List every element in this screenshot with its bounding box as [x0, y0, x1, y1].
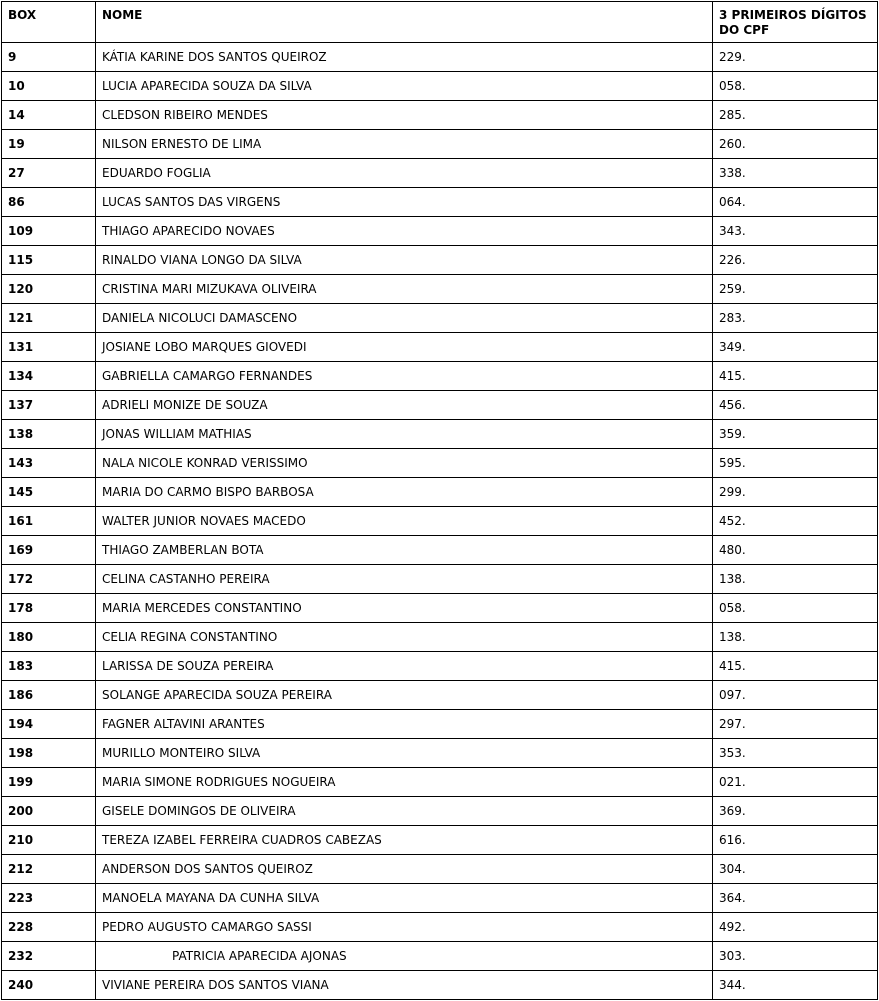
- table-row: [2, 333, 878, 362]
- cpf-digits-cell: 285.: [713, 101, 878, 130]
- table-row: [2, 101, 878, 130]
- name-cell: [96, 217, 713, 246]
- name-text: MARIA SIMONE RODRIGUES NOGUEIRA: [102, 775, 336, 789]
- table-row: [2, 304, 878, 333]
- name-text: JONAS WILLIAM MATHIAS: [102, 427, 252, 441]
- name-cell: [96, 768, 713, 797]
- cpf-digits-cell: 480.: [713, 536, 878, 565]
- box-number-cell: 200: [2, 797, 96, 826]
- cpf-digits-cell: 353.: [713, 739, 878, 768]
- table-row: [2, 884, 878, 913]
- cpf-digits-cell: 616.: [713, 826, 878, 855]
- table-row: [2, 188, 878, 217]
- table-row: [2, 43, 878, 72]
- name-text: VIVIANE PEREIRA DOS SANTOS VIANA: [102, 978, 329, 992]
- cpf-digits-cell: 260.: [713, 130, 878, 159]
- name-text: PATRICIA APARECIDA AJONAS: [172, 949, 347, 963]
- name-text: CLEDSON RIBEIRO MENDES: [102, 108, 268, 122]
- table-row: [2, 913, 878, 942]
- name-text: CRISTINA MARI MIZUKAVA OLIVEIRA: [102, 282, 317, 296]
- cpf-digits-cell: 138.: [713, 623, 878, 652]
- name-cell: [96, 159, 713, 188]
- table-row: [2, 449, 878, 478]
- name-text: GISELE DOMINGOS DE OLIVEIRA: [102, 804, 296, 818]
- name-text: MURILLO MONTEIRO SILVA: [102, 746, 261, 760]
- name-cell: [96, 43, 713, 72]
- cpf-digits-cell: 456.: [713, 391, 878, 420]
- box-number-cell: 134: [2, 362, 96, 391]
- name-cell: [96, 478, 713, 507]
- name-text: DANIELA NICOLUCI DAMASCENO: [102, 311, 298, 325]
- name-text: LUCAS SANTOS DAS VIRGENS: [102, 195, 281, 209]
- table-row: [2, 942, 878, 971]
- cpf-digits-cell: 064.: [713, 188, 878, 217]
- cpf-digits-cell: 344.: [713, 971, 878, 1000]
- box-cpf-table: [1, 1, 878, 1000]
- name-cell: [96, 797, 713, 826]
- cpf-digits-cell: 299.: [713, 478, 878, 507]
- name-cell: [96, 710, 713, 739]
- box-number-cell: 228: [2, 913, 96, 942]
- box-number-cell: 138: [2, 420, 96, 449]
- cpf-digits-cell: 283.: [713, 304, 878, 333]
- table-row: [2, 507, 878, 536]
- table-row: [2, 797, 878, 826]
- cpf-digits-cell: 359.: [713, 420, 878, 449]
- box-number-cell: 9: [2, 43, 96, 72]
- box-number-cell: 14: [2, 101, 96, 130]
- name-cell: [96, 565, 713, 594]
- box-number-cell: 10: [2, 72, 96, 101]
- cpf-digits-cell: 452.: [713, 507, 878, 536]
- name-text: MANOELA MAYANA DA CUNHA SILVA: [102, 891, 320, 905]
- cpf-digits-cell: 226.: [713, 246, 878, 275]
- table-row: [2, 275, 878, 304]
- name-text: THIAGO APARECIDO NOVAES: [102, 224, 275, 238]
- box-number-cell: 120: [2, 275, 96, 304]
- table-row: [2, 478, 878, 507]
- box-number-cell: 223: [2, 884, 96, 913]
- cpf-digits-cell: 343.: [713, 217, 878, 246]
- name-cell: [96, 304, 713, 333]
- cpf-digits-cell: 229.: [713, 43, 878, 72]
- name-cell: [96, 942, 713, 971]
- box-number-cell: 161: [2, 507, 96, 536]
- name-cell: [96, 594, 713, 623]
- cpf-digits-cell: 369.: [713, 797, 878, 826]
- box-number-cell: 145: [2, 478, 96, 507]
- table-row: [2, 768, 878, 797]
- name-cell: [96, 188, 713, 217]
- box-number-cell: 183: [2, 652, 96, 681]
- cpf-digits-cell: 595.: [713, 449, 878, 478]
- table-row: [2, 855, 878, 884]
- cpf-digits-cell: 297.: [713, 710, 878, 739]
- name-cell: [96, 391, 713, 420]
- table-row: [2, 130, 878, 159]
- name-cell: [96, 971, 713, 1000]
- box-number-cell: 169: [2, 536, 96, 565]
- table-row: [2, 362, 878, 391]
- name-cell: [96, 826, 713, 855]
- box-number-cell: 232: [2, 942, 96, 971]
- name-text: LARISSA DE SOUZA PEREIRA: [102, 659, 274, 673]
- name-cell: [96, 536, 713, 565]
- name-text: LUCIA APARECIDA SOUZA DA SILVA: [102, 79, 312, 93]
- box-number-cell: 199: [2, 768, 96, 797]
- name-text: NALA NICOLE KONRAD VERISSIMO: [102, 456, 308, 470]
- table-row: [2, 652, 878, 681]
- box-number-cell: 240: [2, 971, 96, 1000]
- name-text: MARIA MERCEDES CONSTANTINO: [102, 601, 302, 615]
- cpf-digits-cell: 058.: [713, 594, 878, 623]
- header-box: BOX: [2, 2, 96, 43]
- table-row: [2, 72, 878, 101]
- cpf-digits-cell: 021.: [713, 768, 878, 797]
- name-text: EDUARDO FOGLIA: [102, 166, 211, 180]
- name-cell: [96, 72, 713, 101]
- name-text: NILSON ERNESTO DE LIMA: [102, 137, 262, 151]
- name-cell: [96, 275, 713, 304]
- name-cell: [96, 623, 713, 652]
- name-text: RINALDO VIANA LONGO DA SILVA: [102, 253, 302, 267]
- name-cell: [96, 420, 713, 449]
- name-text: JOSIANE LOBO MARQUES GIOVEDI: [102, 340, 307, 354]
- name-cell: [96, 507, 713, 536]
- cpf-digits-cell: 415.: [713, 652, 878, 681]
- name-cell: [96, 739, 713, 768]
- name-cell: [96, 884, 713, 913]
- name-text: ADRIELI MONIZE DE SOUZA: [102, 398, 268, 412]
- table-row: [2, 594, 878, 623]
- cpf-digits-cell: 303.: [713, 942, 878, 971]
- table-row: [2, 681, 878, 710]
- name-cell: [96, 362, 713, 391]
- cpf-digits-cell: 097.: [713, 681, 878, 710]
- table-row: [2, 623, 878, 652]
- name-cell: [96, 333, 713, 362]
- box-number-cell: 186: [2, 681, 96, 710]
- name-text: PEDRO AUGUSTO CAMARGO SASSI: [102, 920, 312, 934]
- name-text: THIAGO ZAMBERLAN BOTA: [102, 543, 264, 557]
- box-number-cell: 115: [2, 246, 96, 275]
- table-row: [2, 391, 878, 420]
- box-number-cell: 19: [2, 130, 96, 159]
- cpf-digits-cell: 058.: [713, 72, 878, 101]
- box-number-cell: 137: [2, 391, 96, 420]
- table-row: [2, 159, 878, 188]
- box-number-cell: 180: [2, 623, 96, 652]
- box-number-cell: 198: [2, 739, 96, 768]
- name-cell: [96, 101, 713, 130]
- name-text: GABRIELLA CAMARGO FERNANDES: [102, 369, 313, 383]
- table-row: [2, 971, 878, 1000]
- cpf-digits-cell: 138.: [713, 565, 878, 594]
- header-nome: NOME: [96, 2, 713, 43]
- name-cell: [96, 913, 713, 942]
- box-number-cell: 212: [2, 855, 96, 884]
- table-row: [2, 246, 878, 275]
- name-text: WALTER JUNIOR NOVAES MACEDO: [102, 514, 306, 528]
- cpf-digits-cell: 338.: [713, 159, 878, 188]
- name-cell: [96, 449, 713, 478]
- box-number-cell: 131: [2, 333, 96, 362]
- table-row: [2, 826, 878, 855]
- name-text: MARIA DO CARMO BISPO BARBOSA: [102, 485, 314, 499]
- name-text: CELIA REGINA CONSTANTINO: [102, 630, 278, 644]
- cpf-digits-cell: 259.: [713, 275, 878, 304]
- box-number-cell: 178: [2, 594, 96, 623]
- table-row: [2, 420, 878, 449]
- name-text: ANDERSON DOS SANTOS QUEIROZ: [102, 862, 313, 876]
- cpf-digits-cell: 349.: [713, 333, 878, 362]
- name-text: CELINA CASTANHO PEREIRA: [102, 572, 270, 586]
- name-cell: [96, 652, 713, 681]
- table-body: [2, 43, 878, 1000]
- box-number-cell: 27: [2, 159, 96, 188]
- header-cpf: 3 PRIMEIROS DÍGITOS DO CPF: [713, 2, 878, 43]
- name-text: TEREZA IZABEL FERREIRA CUADROS CABEZAS: [102, 833, 382, 847]
- table-row: [2, 739, 878, 768]
- table-row: [2, 710, 878, 739]
- name-cell: [96, 681, 713, 710]
- table-row: [2, 217, 878, 246]
- box-number-cell: 210: [2, 826, 96, 855]
- table-header-row: [2, 2, 878, 43]
- table-row: [2, 565, 878, 594]
- name-text: SOLANGE APARECIDA SOUZA PEREIRA: [102, 688, 332, 702]
- cpf-digits-cell: 415.: [713, 362, 878, 391]
- cpf-digits-cell: 492.: [713, 913, 878, 942]
- box-number-cell: 86: [2, 188, 96, 217]
- name-text: FAGNER ALTAVINI ARANTES: [102, 717, 265, 731]
- cpf-digits-cell: 364.: [713, 884, 878, 913]
- box-number-cell: 121: [2, 304, 96, 333]
- name-cell: [96, 855, 713, 884]
- box-number-cell: 172: [2, 565, 96, 594]
- box-number-cell: 109: [2, 217, 96, 246]
- name-cell: [96, 246, 713, 275]
- box-number-cell: 143: [2, 449, 96, 478]
- box-number-cell: 194: [2, 710, 96, 739]
- name-text: KÁTIA KARINE DOS SANTOS QUEIROZ: [102, 50, 327, 64]
- cpf-digits-cell: 304.: [713, 855, 878, 884]
- name-cell: [96, 130, 713, 159]
- table-row: [2, 536, 878, 565]
